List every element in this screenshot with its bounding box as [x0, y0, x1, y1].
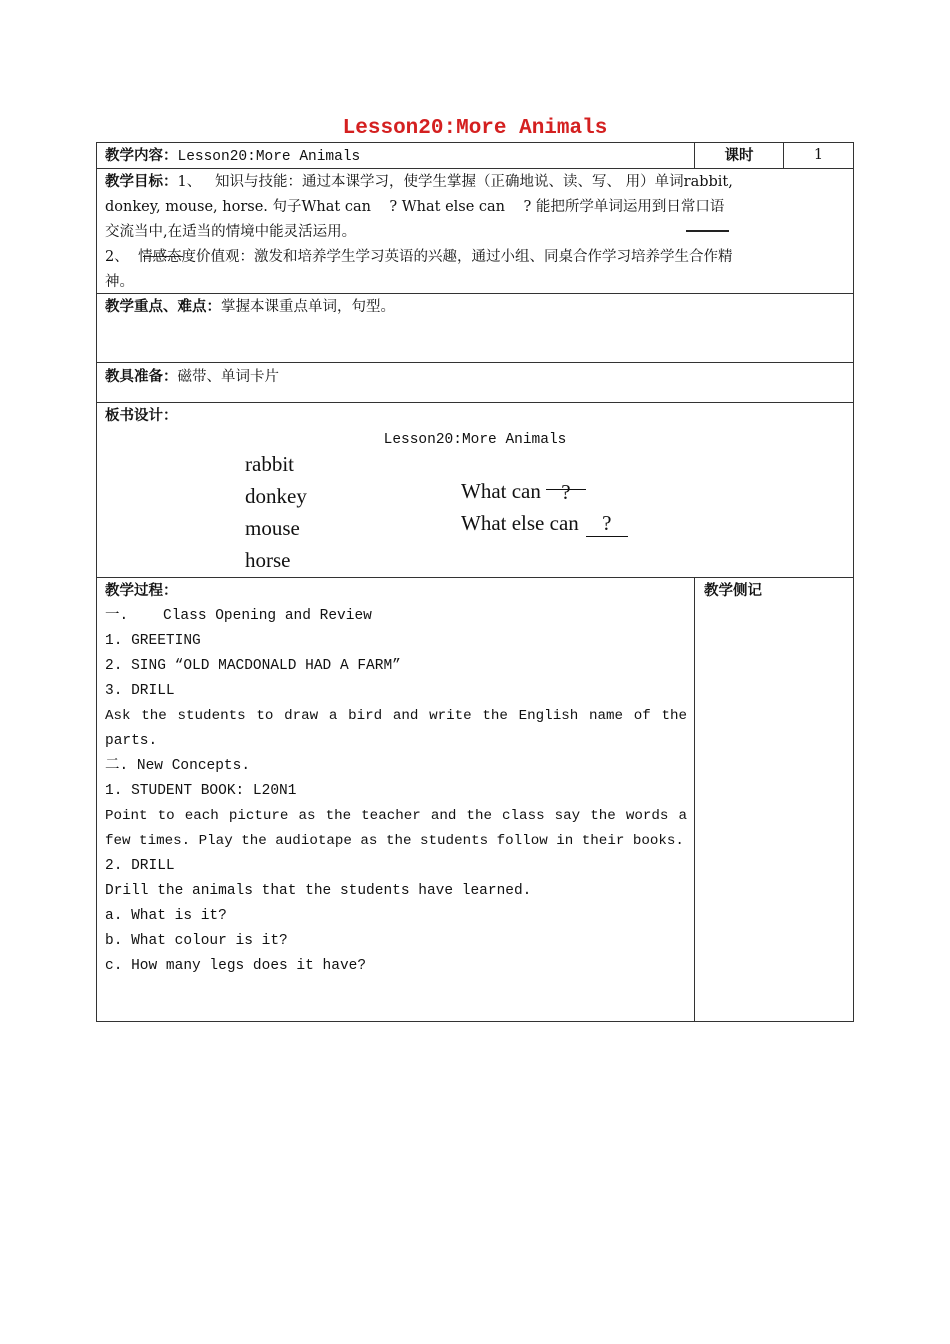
sentence-blank: ?	[546, 489, 586, 490]
notes-cell	[704, 578, 849, 1018]
process-line: parts.	[105, 733, 158, 749]
materials-value: 磁带、单词卡片	[177, 369, 279, 385]
board-label: 板书设计：	[105, 407, 178, 424]
process-line: 3. DRILL	[105, 683, 175, 699]
process-line: Ask the students to draw a bird and write the English name of the	[105, 708, 687, 724]
process-line: 2. DRILL	[105, 858, 175, 874]
board-heading: Lesson20:More Animals	[383, 432, 567, 448]
process-line: c. How many legs does it have?	[105, 958, 367, 974]
period-value-cell	[784, 143, 853, 168]
sentence-blank: ?	[586, 511, 628, 537]
process-lines	[105, 604, 687, 979]
process-line: 一. Class Opening and Review	[105, 608, 372, 624]
materials-cell	[105, 363, 847, 402]
underline-mark	[686, 230, 729, 232]
process-line: 1. STUDENT BOOK: L20N1	[105, 783, 297, 799]
materials-label: 教具准备：	[105, 368, 178, 385]
process-line: few times. Play the audiotape as the students follow in their books.	[105, 833, 684, 849]
objectives-line: 2、 情感态度价值观：激发和培养学生学习英语的兴趣，通过小组、同桌合作学习培养学生合作精	[105, 249, 733, 265]
key-points-label: 教学重点、难点：	[105, 298, 221, 315]
board-label-cell	[105, 403, 405, 428]
process-label: 教学过程：	[105, 582, 178, 599]
content-cell	[105, 143, 690, 168]
period-label: 课时	[724, 147, 754, 164]
objectives-line: 神。	[105, 274, 134, 290]
sentence-text: What else can	[461, 511, 579, 535]
key-points-value: 掌握本课重点单词，句型。	[221, 299, 395, 315]
objectives-line: 交流当中,在适当的情境中能灵活运用。	[105, 224, 357, 240]
objectives-line: 1、 知识与技能：通过本课学习，使学生掌握（正确地说、读、写、 用）单词rabbit,	[177, 174, 733, 190]
board-word: mouse	[245, 516, 300, 540]
process-line: 二. New Concepts.	[105, 758, 251, 774]
process-line: b. What colour is it?	[105, 933, 288, 949]
process-cell	[105, 578, 687, 1018]
key-points-cell	[105, 294, 847, 362]
process-line: Point to each picture as the teacher and the class say the words a	[105, 808, 687, 824]
objectives-line: donkey, mouse, horse. 句子What can ? What else can ? 能把所学单词运用到日常口语	[105, 199, 725, 215]
strike-mark	[143, 256, 183, 257]
objectives-cell	[105, 169, 847, 293]
board-sentence	[461, 479, 586, 504]
board-word: rabbit	[245, 452, 294, 476]
board-word: horse	[245, 548, 291, 572]
process-line: 1. GREETING	[105, 633, 201, 649]
content-value: Lesson20:More Animals	[177, 149, 361, 165]
content-label: 教学内容：	[105, 147, 178, 164]
col-divider	[694, 577, 695, 1022]
objectives-label: 教学目标：	[105, 173, 178, 190]
process-line: 2. SING “OLD MACDONALD HAD A FARM”	[105, 658, 401, 674]
period-value: 1	[813, 147, 824, 163]
page-title: Lesson20:More Animals	[342, 117, 608, 140]
board-word: donkey	[245, 484, 307, 508]
notes-label: 教学侧记	[704, 582, 762, 599]
period-label-cell	[695, 143, 783, 168]
sentence-text: What can	[461, 479, 541, 503]
process-line: a. What is it?	[105, 908, 227, 924]
process-line: Drill the animals that the students have learned.	[105, 883, 532, 899]
board-sentence	[461, 511, 628, 537]
